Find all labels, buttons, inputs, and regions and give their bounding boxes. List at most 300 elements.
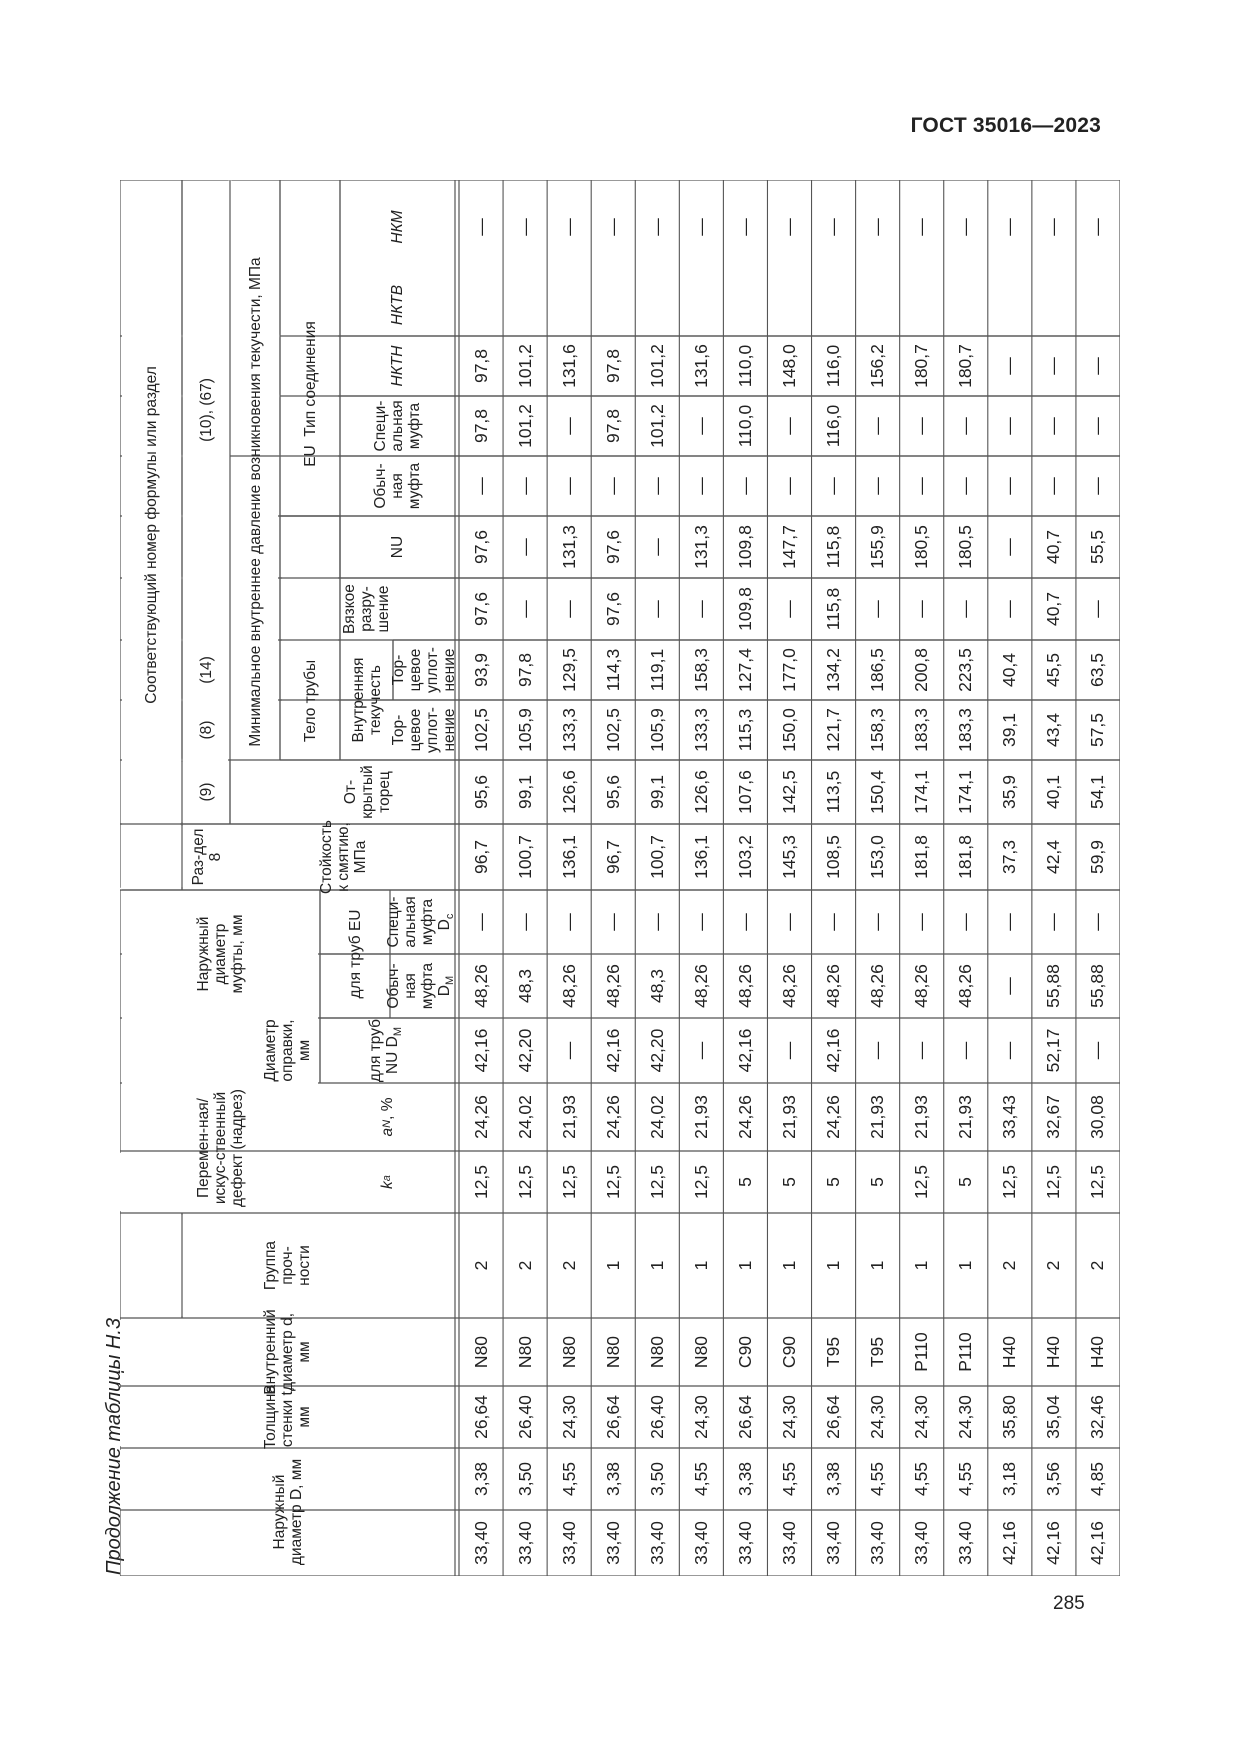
table-cell: 33,40: [911, 1521, 932, 1565]
table-cell: 4,55: [558, 1461, 579, 1497]
table-cell: —: [823, 477, 844, 495]
table-cell: 35,9: [999, 774, 1020, 810]
header-strength-grade: Группа проч-ности: [262, 1240, 313, 1291]
table-cell: —: [999, 913, 1020, 931]
table-cell: 96,7: [602, 839, 623, 875]
table-cell: 101,2: [514, 344, 535, 388]
table-cell: —: [955, 1041, 976, 1060]
table-cell: 35,80: [999, 1395, 1020, 1439]
table-cell: —: [999, 417, 1020, 435]
table-cell: 33,40: [602, 1521, 623, 1565]
table-cell: N80: [514, 1335, 535, 1369]
table-cell: 24,30: [778, 1395, 799, 1439]
header-collapse-resistance: Стойкость к смятию, МПа: [318, 820, 369, 894]
table-cell: —: [514, 477, 535, 495]
header-joint-type: Тип соединения: [301, 321, 319, 437]
table-cell: 103,2: [734, 835, 755, 879]
table-cell: T95: [823, 1336, 844, 1368]
table-cell: —: [955, 218, 976, 236]
table-cell: 127,4: [734, 648, 755, 692]
header-razdel8: Раз-дел 8: [190, 828, 224, 886]
table-cell: 180,7: [911, 344, 932, 388]
table-cell: 223,5: [955, 648, 976, 692]
header-joint-nu: NU: [389, 535, 406, 559]
table-cell: 3,38: [734, 1461, 755, 1497]
table-cell: 42,16: [823, 1028, 844, 1073]
header-razdel8-mask: [120, 824, 182, 890]
table-cell: 96,7: [470, 839, 491, 875]
table-cell: 21,93: [558, 1095, 579, 1139]
table-cell: T95: [867, 1336, 888, 1368]
header-end-seal-1: Тор-цевое уплот-нение: [390, 707, 458, 753]
table-cell: 48,26: [690, 964, 711, 1008]
table-cell: —: [1087, 357, 1108, 375]
table-cell: 150,4: [867, 770, 888, 814]
table-cell: 32,67: [1043, 1095, 1064, 1139]
header-joint-nktv: НКТВ: [389, 284, 406, 326]
table-cell: 35,04: [1043, 1395, 1064, 1439]
table-cell: 33,40: [558, 1521, 579, 1565]
table-cell: 59,9: [1087, 839, 1108, 875]
header-joint-nktn: НКТН: [389, 345, 406, 387]
table-cell: 110,0: [734, 404, 755, 448]
table-cell: 24,26: [470, 1095, 491, 1139]
table-cell: 97,8: [514, 652, 535, 688]
table-cell: 5: [823, 1177, 844, 1187]
table-cell: 12,5: [558, 1164, 579, 1200]
table-cell: —: [911, 417, 932, 435]
table-cell: 42,16: [1087, 1521, 1108, 1565]
table-cell: 1: [778, 1260, 799, 1271]
table-cell: 5: [734, 1177, 755, 1187]
table-cell: 42,4: [1043, 839, 1064, 875]
table-cell: 26,64: [823, 1395, 844, 1439]
table-cell: 26,64: [470, 1395, 491, 1439]
table-cell: 12,5: [999, 1164, 1020, 1200]
table-cell: 48,26: [558, 964, 579, 1008]
table-cell: —: [911, 600, 932, 618]
table-cell: 24,26: [823, 1095, 844, 1139]
table-cell: 129,5: [558, 648, 579, 692]
table-cell: —: [867, 1041, 888, 1060]
table-cell: 4,55: [778, 1461, 799, 1497]
header-ductile-fracture: Вязкое разру-шение: [341, 584, 392, 634]
table-cell: 97,8: [470, 408, 491, 444]
table-cell: 33,40: [955, 1521, 976, 1565]
table-cell: 200,8: [911, 648, 932, 692]
table-cell: —: [955, 600, 976, 618]
table-cell: 97,6: [470, 591, 491, 627]
table-cell: 12,5: [1087, 1164, 1108, 1200]
table-cell: 1: [734, 1260, 755, 1271]
table-cell: —: [1043, 913, 1064, 931]
table-cell: 97,8: [602, 348, 623, 384]
table-cell: —: [955, 417, 976, 435]
table-cell: 54,1: [1087, 774, 1108, 810]
header-outer-diameter: Наружный диаметр D, мм: [270, 1458, 305, 1566]
table-cell: 97,6: [602, 529, 623, 565]
header-eu-special-coupling: Специ-альная муфта $D_c$: [385, 896, 457, 948]
table-cell: —: [778, 600, 799, 618]
table-cell: —: [999, 538, 1020, 556]
table-cell: —: [734, 477, 755, 495]
table-cell: 33,43: [999, 1095, 1020, 1139]
table-cell: —: [1087, 417, 1108, 435]
table-cell: 180,5: [955, 525, 976, 569]
header-joint-eu-regular: Обыч-ная муфта: [372, 462, 423, 510]
table-cell: 131,6: [690, 344, 711, 388]
header-joint-nkm: НКМ: [389, 210, 406, 244]
table-cell: 55,88: [1043, 964, 1064, 1008]
table-cell: —: [999, 477, 1020, 495]
table-cell: —: [514, 600, 535, 618]
table-cell: 1: [646, 1260, 667, 1271]
table-cell: 1: [690, 1260, 711, 1271]
table-cell: 3,38: [823, 1461, 844, 1497]
table-cell: 42,16: [470, 1028, 491, 1073]
header-min-internal-pressure: Минимальное внутреннее давление возникновения текучести, МПа: [246, 257, 264, 747]
table-cell: 57,5: [1087, 712, 1108, 748]
table-cell: —: [867, 477, 888, 495]
table-cell: —: [778, 218, 799, 236]
table-cell: —: [778, 477, 799, 495]
standard-designation: ГОСТ 35016—2023: [910, 114, 1101, 137]
table-cell: —: [1043, 218, 1064, 236]
header-eu-regular-coupling: Обыч-ная муфта $D_M$: [385, 962, 457, 1010]
table-cell: —: [558, 1041, 579, 1060]
table-cell: 181,8: [955, 835, 976, 879]
table-cell: C90: [734, 1335, 755, 1369]
table-cell: 24,30: [558, 1395, 579, 1439]
table-cell: —: [955, 913, 976, 931]
table-cell: 2: [1043, 1260, 1064, 1271]
table-cell: N80: [646, 1335, 667, 1369]
table-cell: H40: [1043, 1335, 1064, 1369]
table-cell: —: [690, 600, 711, 618]
table-cell: 48,26: [778, 964, 799, 1008]
table-cell: —: [690, 913, 711, 931]
table-cell: 119,1: [646, 648, 667, 692]
table-cell: 93,9: [470, 652, 491, 688]
table-cell: —: [514, 913, 535, 931]
header-nu-pipes: для труб NU $D_M$: [367, 1018, 405, 1083]
table-cell: —: [867, 600, 888, 618]
table-cell: N80: [558, 1335, 579, 1369]
table-cell: —: [1087, 477, 1108, 495]
table-cell: 12,5: [911, 1164, 932, 1200]
table-cell: P110: [955, 1332, 976, 1372]
table-cell: —: [690, 417, 711, 435]
table-cell: —: [867, 417, 888, 435]
table-cell: 39,1: [999, 712, 1020, 748]
table-cell: 48,26: [470, 964, 491, 1008]
table-cell: 43,4: [1043, 712, 1064, 748]
table-cell: 100,7: [514, 835, 535, 879]
table-cell: —: [999, 218, 1020, 236]
table-cell: 101,2: [514, 404, 535, 448]
table-cell: —: [690, 218, 711, 236]
table-cell: —: [778, 1041, 799, 1060]
table-cell: —: [558, 477, 579, 495]
table-cell: 24,02: [514, 1095, 535, 1139]
table-cell: 33,40: [778, 1521, 799, 1565]
table-cell: 131,6: [558, 344, 579, 388]
table-cell: 116,0: [823, 404, 844, 448]
table-cell: —: [602, 477, 623, 495]
table-cell: —: [558, 218, 579, 236]
table-cell: —: [955, 477, 976, 495]
table-cell: —: [1043, 417, 1064, 435]
table-cell: C90: [778, 1335, 799, 1369]
table-cell: 48,26: [734, 964, 755, 1008]
table-cell: —: [867, 218, 888, 236]
table-cell: 186,5: [867, 648, 888, 692]
table-cell: 109,8: [734, 525, 755, 569]
table-cell: 40,4: [999, 652, 1020, 688]
table-cell: —: [558, 913, 579, 931]
table-cell: 21,93: [690, 1095, 711, 1139]
table-cell: 40,7: [1043, 529, 1064, 565]
table-cell: 2: [999, 1260, 1020, 1271]
table-cell: 4,55: [690, 1461, 711, 1497]
table-cell: N80: [602, 1335, 623, 1369]
table-cell: 26,64: [602, 1395, 623, 1439]
table-cell: 2: [558, 1260, 579, 1271]
table-cell: 21,93: [955, 1095, 976, 1139]
table-cell: 174,1: [911, 770, 932, 814]
table-cell: P110: [911, 1332, 932, 1372]
table-cell: 148,0: [778, 344, 799, 388]
table-cell: 2: [470, 1260, 491, 1271]
table-cell: 115,8: [823, 525, 844, 569]
table-cell: 107,6: [734, 770, 755, 814]
table-cell: —: [1043, 477, 1064, 495]
table-cell: 147,7: [778, 525, 799, 569]
table-cell: —: [734, 218, 755, 236]
table-cell: 97,6: [470, 529, 491, 565]
table-cell: 24,26: [734, 1095, 755, 1139]
table-cell: 33,40: [690, 1521, 711, 1565]
rotated-table: [120, 180, 1120, 1576]
header-end-seal-2: Тор-цевое уплот-нение: [390, 647, 458, 693]
table-cell: 42,16: [999, 1521, 1020, 1565]
table-cell: 63,5: [1087, 652, 1108, 688]
header-mandrel-diameter: Диаметр оправки, мм: [262, 1019, 313, 1082]
table-cell: —: [1087, 913, 1108, 931]
table-cell: —: [1087, 600, 1108, 618]
table-cell: 97,6: [602, 591, 623, 627]
table-cell: 133,3: [690, 708, 711, 752]
table-cell: 116,0: [823, 344, 844, 388]
table-cell: 105,9: [646, 708, 667, 752]
table-cell: 177,0: [778, 648, 799, 692]
header-formula-14: (14): [197, 656, 215, 684]
header-inner-diameter: Внутренний диаметр d, мм: [262, 1309, 313, 1395]
table-cell: 5: [955, 1177, 976, 1187]
table-cell: 55,5: [1087, 529, 1108, 565]
table-cell: 180,5: [911, 525, 932, 569]
table-cell: 48,26: [602, 964, 623, 1008]
table-cell: —: [1043, 357, 1064, 375]
table-cell: 32,46: [1087, 1395, 1108, 1439]
table-cell: 48,3: [514, 968, 535, 1004]
table-cell: 183,3: [911, 708, 932, 752]
table-cell: 24,30: [911, 1395, 932, 1439]
table-cell: 99,1: [646, 774, 667, 810]
table-cell: 55,88: [1087, 964, 1108, 1008]
table-cell: 33,40: [734, 1521, 755, 1565]
table-cell: —: [646, 600, 667, 618]
table-cell: 136,1: [558, 835, 579, 879]
header-formula-8: (8): [197, 720, 215, 740]
table-cell: 48,26: [955, 964, 976, 1008]
table-cell: 136,1: [690, 835, 711, 879]
table-cell: 3,56: [1043, 1461, 1064, 1497]
table-cell: 33,40: [470, 1521, 491, 1565]
header-joint-eu-special: Специ-альная муфта: [372, 400, 423, 452]
table-cell: 12,5: [646, 1164, 667, 1200]
table-cell: 42,16: [734, 1028, 755, 1073]
table-cell: 1: [911, 1260, 932, 1271]
table-cell: 33,40: [823, 1521, 844, 1565]
table-cell: —: [911, 913, 932, 931]
table-cell: 158,3: [690, 648, 711, 692]
table-cell: 108,5: [823, 835, 844, 879]
header-formula-9: (9): [197, 782, 215, 802]
table-cell: 24,26: [602, 1095, 623, 1139]
table-caption: Продолжение таблицы Н.3: [103, 1317, 125, 1575]
table-cell: H40: [1087, 1335, 1108, 1369]
table-cell: —: [778, 913, 799, 931]
table-cell: 12,5: [1043, 1164, 1064, 1200]
table-cell: 1: [955, 1260, 976, 1271]
table-cell: 97,8: [470, 348, 491, 384]
table-cell: 42,20: [514, 1028, 535, 1073]
table-cell: 21,93: [911, 1095, 932, 1139]
table-cell: 4,55: [955, 1461, 976, 1497]
table-cell: H40: [999, 1335, 1020, 1369]
table-cell: 1: [823, 1260, 844, 1271]
header-eu-pipes: для труб EU: [346, 909, 364, 999]
table-cell: —: [999, 977, 1020, 995]
table-cell: 24,02: [646, 1095, 667, 1139]
table-cell: 24,30: [690, 1395, 711, 1439]
header-coupling-diameter: Наружный диаметр муфты, мм: [194, 914, 246, 994]
table-cell: —: [514, 218, 535, 236]
table-cell: 131,3: [690, 525, 711, 569]
table-cell: N80: [690, 1335, 711, 1369]
page-number: 285: [1053, 1593, 1085, 1614]
table-cell: 1: [867, 1260, 888, 1271]
table-cell: 24,30: [867, 1395, 888, 1439]
table-cell: 4,55: [911, 1461, 932, 1497]
table-cell: —: [470, 477, 491, 495]
table-cell: —: [690, 1041, 711, 1060]
table-cell: 52,17: [1043, 1028, 1064, 1073]
table-cell: —: [823, 913, 844, 931]
table-cell: 45,5: [1043, 652, 1064, 688]
table-cell: —: [823, 218, 844, 236]
table-cell: 3,50: [646, 1461, 667, 1497]
table-cell: 4,85: [1087, 1461, 1108, 1497]
table-cell: —: [646, 538, 667, 556]
table-cell: 42,20: [646, 1028, 667, 1073]
table-cell: 115,3: [734, 708, 755, 752]
table-cell: 48,3: [646, 968, 667, 1004]
table-cell: 3,38: [602, 1461, 623, 1497]
table-cell: —: [690, 477, 711, 495]
table-cell: 101,2: [646, 404, 667, 448]
table-cell: 2: [514, 1260, 535, 1271]
table-cell: 110,0: [734, 344, 755, 388]
table-cell: 113,5: [823, 770, 844, 814]
table-cell: —: [911, 218, 932, 236]
header-open-end: От-крытый торец: [342, 765, 393, 819]
header-pipe-body: Тело трубы: [301, 659, 319, 743]
table-cell: 150,0: [778, 708, 799, 752]
table-cell: 21,93: [867, 1095, 888, 1139]
table-cell: 48,26: [823, 964, 844, 1008]
table-cell: 181,8: [911, 835, 932, 879]
table-cell: 24,30: [955, 1395, 976, 1439]
header-formula-10-67: (10), (67): [197, 378, 215, 442]
table-cell: 12,5: [470, 1164, 491, 1200]
table-cell: 42,16: [1043, 1521, 1064, 1565]
table-cell: 5: [867, 1177, 888, 1187]
table-cell: 180,7: [955, 344, 976, 388]
table-cell: 30,08: [1087, 1095, 1108, 1139]
table-cell: 95,6: [602, 774, 623, 810]
table-cell: 115,8: [823, 587, 844, 631]
table-cell: —: [867, 913, 888, 931]
table-cell: 101,2: [646, 344, 667, 388]
table-cell: —: [734, 913, 755, 931]
table-cell: 134,2: [823, 648, 844, 692]
table-cell: —: [470, 913, 491, 931]
table-cell: —: [911, 1041, 932, 1060]
table-cell: 26,64: [734, 1395, 755, 1439]
table-cell: —: [646, 913, 667, 931]
table-cell: 99,1: [514, 774, 535, 810]
table-cell: 33,40: [867, 1521, 888, 1565]
table-cell: 158,3: [867, 708, 888, 752]
header-joint-eu: EU: [301, 445, 319, 467]
table-cell: 95,6: [470, 774, 491, 810]
table-cell: 42,16: [602, 1028, 623, 1073]
table-cell: 37,3: [999, 839, 1020, 875]
table-cell: 102,5: [602, 708, 623, 752]
table-cell: 40,1: [1043, 774, 1064, 810]
table-cell: 153,0: [867, 835, 888, 879]
table-cell: 131,3: [558, 525, 579, 569]
table-cell: —: [558, 600, 579, 618]
table-cell: 33,40: [646, 1521, 667, 1565]
table-cell: —: [1087, 1041, 1108, 1060]
table-cell: —: [602, 913, 623, 931]
table-cell: N80: [470, 1335, 491, 1369]
table-cell: 4,55: [867, 1461, 888, 1497]
table-cell: —: [778, 417, 799, 435]
table-cell: 100,7: [646, 835, 667, 879]
table-cell: —: [646, 477, 667, 495]
table-cell: 33,40: [514, 1521, 535, 1565]
table-cell: 48,26: [911, 964, 932, 1008]
table-cell: 174,1: [955, 770, 976, 814]
table-cell: 156,2: [867, 344, 888, 388]
header-formula-reference: Соответствующий номер формулы или раздел: [142, 366, 160, 704]
header-defect: Перемен-ная/искус-ственный дефект (надрез): [194, 1089, 246, 1207]
table-cell: —: [911, 477, 932, 495]
